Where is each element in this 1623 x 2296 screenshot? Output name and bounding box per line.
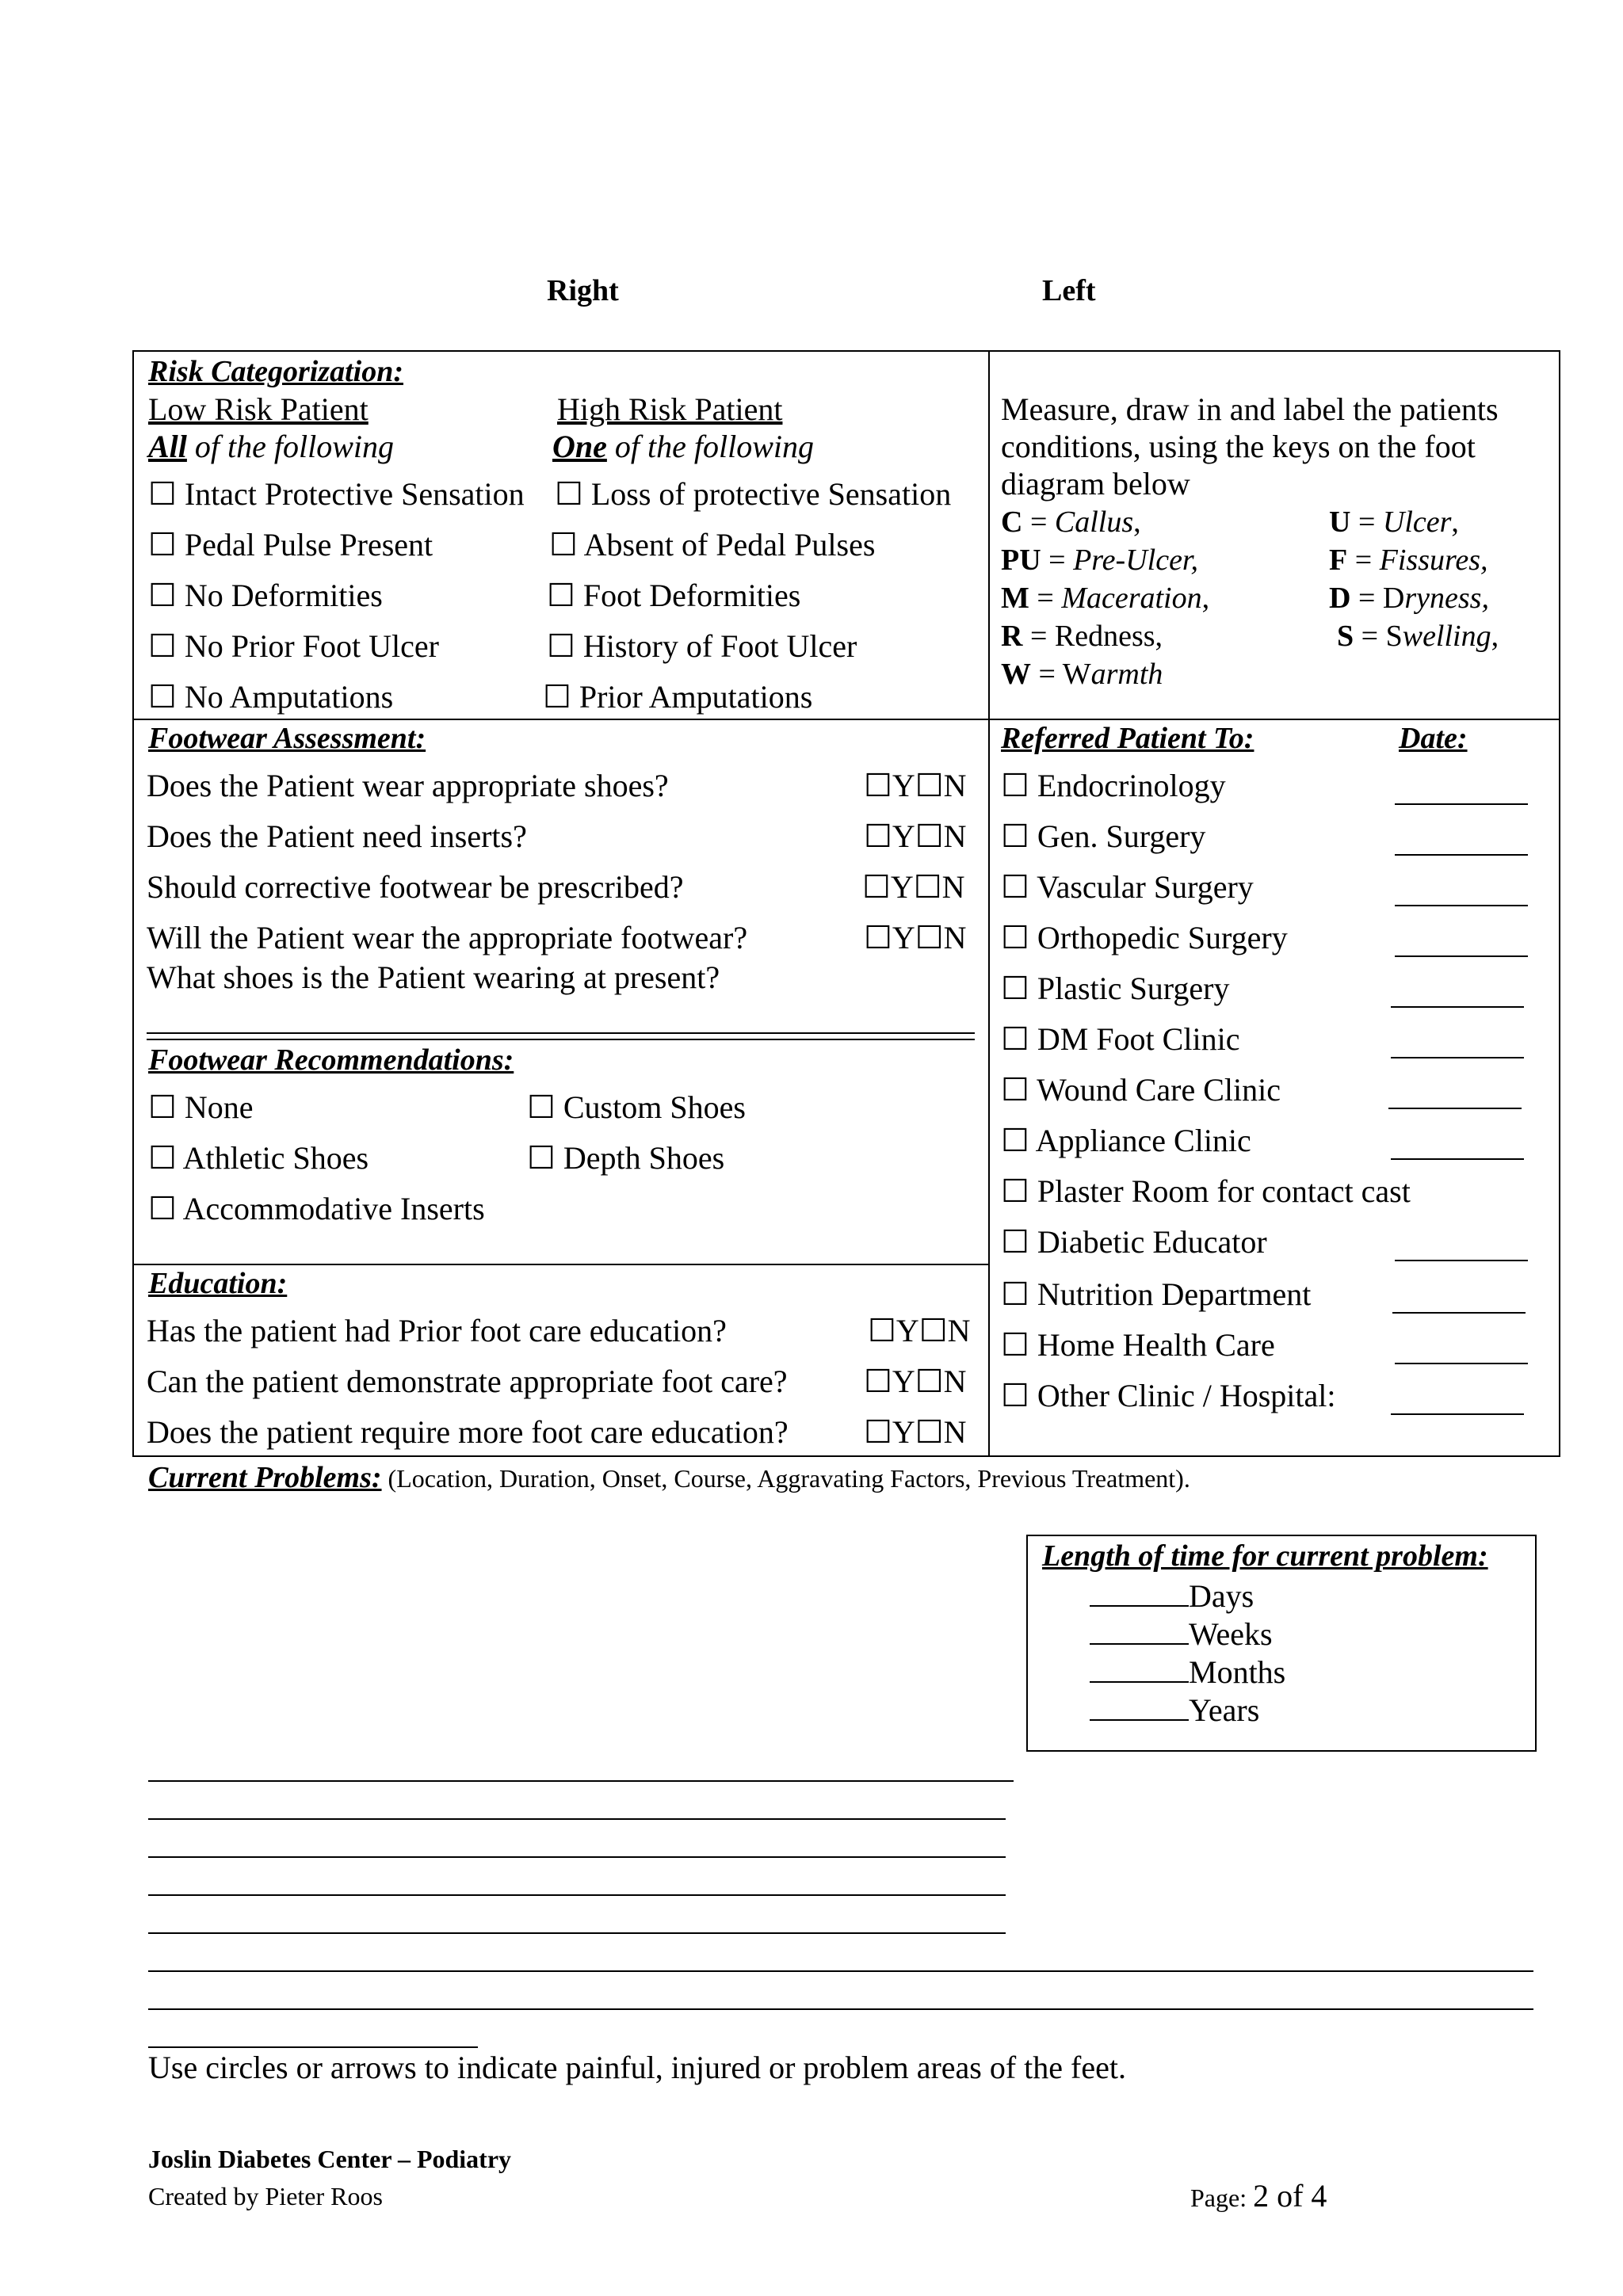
length-days[interactable]: Days: [1090, 1577, 1254, 1615]
referral-item[interactable]: ☐ Orthopedic Surgery: [1001, 920, 1288, 955]
date-blank[interactable]: [1395, 1363, 1528, 1364]
referral-item[interactable]: ☐ Other Clinic / Hospital:: [1001, 1378, 1336, 1413]
table-divider-vertical: [988, 350, 990, 1457]
writing-line[interactable]: [148, 1780, 1014, 1782]
high-risk-title: High Risk Patient: [557, 391, 783, 427]
low-risk-item[interactable]: ☐ No Deformities: [148, 578, 383, 613]
referral-item[interactable]: ☐ Endocrinology: [1001, 768, 1226, 803]
referral-item[interactable]: ☐ Plaster Room for contact cast: [1001, 1173, 1411, 1209]
high-risk-item[interactable]: ☐ Absent of Pedal Pulses: [549, 527, 876, 563]
keys-intro-line: diagram below: [1001, 466, 1190, 502]
problems-heading: Current Problems: (Location, Duration, Onset, Course, Aggravating Factors, Previous Treatment).: [148, 1461, 1190, 1494]
education-question: Has the patient had Prior foot care education?: [147, 1313, 727, 1348]
high-risk-item[interactable]: ☐ Foot Deformities: [547, 578, 801, 613]
date-blank[interactable]: [1395, 854, 1528, 856]
referral-item[interactable]: ☐ Nutrition Department: [1001, 1276, 1312, 1312]
footer-org: Joslin Diabetes Center – Podiatry: [148, 2145, 512, 2173]
education-title: Education:: [148, 1267, 288, 1300]
writing-line[interactable]: [148, 1894, 1006, 1896]
length-years[interactable]: Years: [1090, 1691, 1259, 1730]
date-blank[interactable]: [1391, 1158, 1524, 1160]
high-risk-item[interactable]: ☐ Prior Amputations: [543, 679, 813, 715]
referral-item[interactable]: ☐ Diabetic Educator: [1001, 1224, 1267, 1260]
recommend-depth-shoes[interactable]: ☐ Depth Shoes: [527, 1140, 725, 1176]
referral-item[interactable]: ☐ Home Health Care: [1001, 1327, 1275, 1363]
length-weeks[interactable]: Weeks: [1090, 1615, 1273, 1653]
key-redness: R = Redness,: [1001, 620, 1163, 653]
recommend-title: Footwear Recommendations:: [148, 1043, 514, 1077]
writing-line[interactable]: [148, 1818, 1006, 1820]
date-blank[interactable]: [1388, 1108, 1522, 1109]
key-maceration: M = Maceration,: [1001, 582, 1210, 615]
referral-title: Referred Patient To:: [1001, 722, 1254, 755]
low-risk-item[interactable]: ☐ Pedal Pulse Present: [148, 527, 433, 563]
writing-line[interactable]: [148, 2008, 1533, 2010]
footer-page-number: Page: 2 of 4: [1190, 2178, 1327, 2214]
footwear-question: Does the Patient wear appropriate shoes?: [147, 768, 669, 803]
footer-creator: Created by Pieter Roos: [148, 2182, 383, 2210]
referral-item[interactable]: ☐ DM Foot Clinic: [1001, 1021, 1240, 1057]
length-months[interactable]: Months: [1090, 1653, 1285, 1691]
yes-no-checkbox[interactable]: ☐Y☐N: [864, 818, 967, 854]
key-pre-ulcer: PU = Pre-Ulcer,: [1001, 543, 1199, 577]
risk-title: Risk Categorization:: [148, 355, 403, 388]
referral-item[interactable]: ☐ Wound Care Clinic: [1001, 1072, 1281, 1108]
table-border-top: [132, 350, 1560, 352]
key-warmth: W = Warmth: [1001, 658, 1163, 691]
yes-no-checkbox[interactable]: ☐Y☐N: [864, 1414, 967, 1450]
keys-intro-line: conditions, using the keys on the foot: [1001, 429, 1476, 464]
table-divider-1: [132, 719, 1560, 720]
yes-no-checkbox[interactable]: ☐Y☐N: [868, 1313, 971, 1348]
recommend-athletic-shoes[interactable]: ☐ Athletic Shoes: [148, 1140, 369, 1176]
yes-no-checkbox[interactable]: ☐Y☐N: [862, 869, 965, 905]
date-blank[interactable]: [1391, 1006, 1524, 1008]
date-blank[interactable]: [1391, 1057, 1524, 1058]
low-risk-item[interactable]: ☐ No Amputations: [148, 679, 394, 715]
education-question: Can the patient demonstrate appropriate foot care?: [147, 1363, 788, 1399]
education-question: Does the patient require more foot care education?: [147, 1414, 789, 1450]
footwear-question: Should corrective footwear be prescribed?: [147, 869, 684, 905]
low-risk-subtitle: All of the following: [148, 429, 395, 464]
recommend-accommodative-inserts[interactable]: ☐ Accommodative Inserts: [148, 1191, 485, 1226]
date-blank[interactable]: [1392, 1312, 1526, 1314]
keys-intro-line: Measure, draw in and label the patients: [1001, 391, 1499, 427]
yes-no-checkbox[interactable]: ☐Y☐N: [864, 1363, 967, 1399]
foot-diagram-instruction: Use circles or arrows to indicate painful, injured or problem areas of the feet.: [148, 2050, 1126, 2085]
recommend-custom-shoes[interactable]: ☐ Custom Shoes: [527, 1089, 746, 1125]
footwear-question: Will the Patient wear the appropriate footwear?: [147, 920, 748, 955]
key-callus: C = Callus,: [1001, 505, 1141, 539]
key-dryness: D = Dryness,: [1329, 582, 1489, 615]
header-left: Left: [1042, 274, 1096, 307]
referral-date-label: Date:: [1399, 722, 1468, 755]
date-blank[interactable]: [1395, 803, 1528, 805]
table-border-right: [1559, 350, 1560, 1457]
key-ulcer: U = Ulcer,: [1329, 505, 1459, 539]
footwear-present-question: What shoes is the Patient wearing at present?: [147, 959, 720, 995]
double-rule-1: [147, 1032, 975, 1034]
table-divider-education: [132, 1264, 990, 1265]
referral-item[interactable]: ☐ Gen. Surgery: [1001, 818, 1206, 854]
writing-line[interactable]: [148, 1932, 1006, 1934]
high-risk-item[interactable]: ☐ History of Foot Ulcer: [547, 628, 857, 664]
low-risk-item[interactable]: ☐ No Prior Foot Ulcer: [148, 628, 439, 664]
date-blank[interactable]: [1391, 1413, 1524, 1415]
referral-item[interactable]: ☐ Vascular Surgery: [1001, 869, 1254, 905]
high-risk-subtitle: One of the following: [552, 429, 815, 464]
recommend-none[interactable]: ☐ None: [148, 1089, 254, 1125]
yes-no-checkbox[interactable]: ☐Y☐N: [864, 768, 967, 803]
date-blank[interactable]: [1395, 905, 1528, 906]
writing-line[interactable]: [148, 2046, 478, 2048]
key-swelling: S = Swelling,: [1337, 620, 1499, 653]
header-right: Right: [547, 274, 619, 307]
key-fissures: F = Fissures,: [1329, 543, 1488, 577]
footwear-title: Footwear Assessment:: [148, 722, 426, 755]
yes-no-checkbox[interactable]: ☐Y☐N: [864, 920, 967, 955]
referral-item[interactable]: ☐ Plastic Surgery: [1001, 971, 1230, 1006]
writing-line[interactable]: [148, 1856, 1006, 1858]
double-rule-2: [147, 1039, 975, 1040]
date-blank[interactable]: [1395, 955, 1528, 957]
footwear-question: Does the Patient need inserts?: [147, 818, 527, 854]
writing-line[interactable]: [148, 1970, 1533, 1972]
low-risk-title: Low Risk Patient: [148, 391, 369, 427]
high-risk-item[interactable]: ☐ Loss of protective Sensation: [555, 476, 952, 512]
table-border-bottom: [132, 1455, 1560, 1457]
length-title: Length of time for current problem:: [1042, 1539, 1488, 1573]
table-border-left: [132, 350, 134, 1457]
date-blank[interactable]: [1395, 1260, 1528, 1261]
referral-item[interactable]: ☐ Appliance Clinic: [1001, 1123, 1251, 1158]
low-risk-item[interactable]: ☐ Intact Protective Sensation: [148, 476, 525, 512]
